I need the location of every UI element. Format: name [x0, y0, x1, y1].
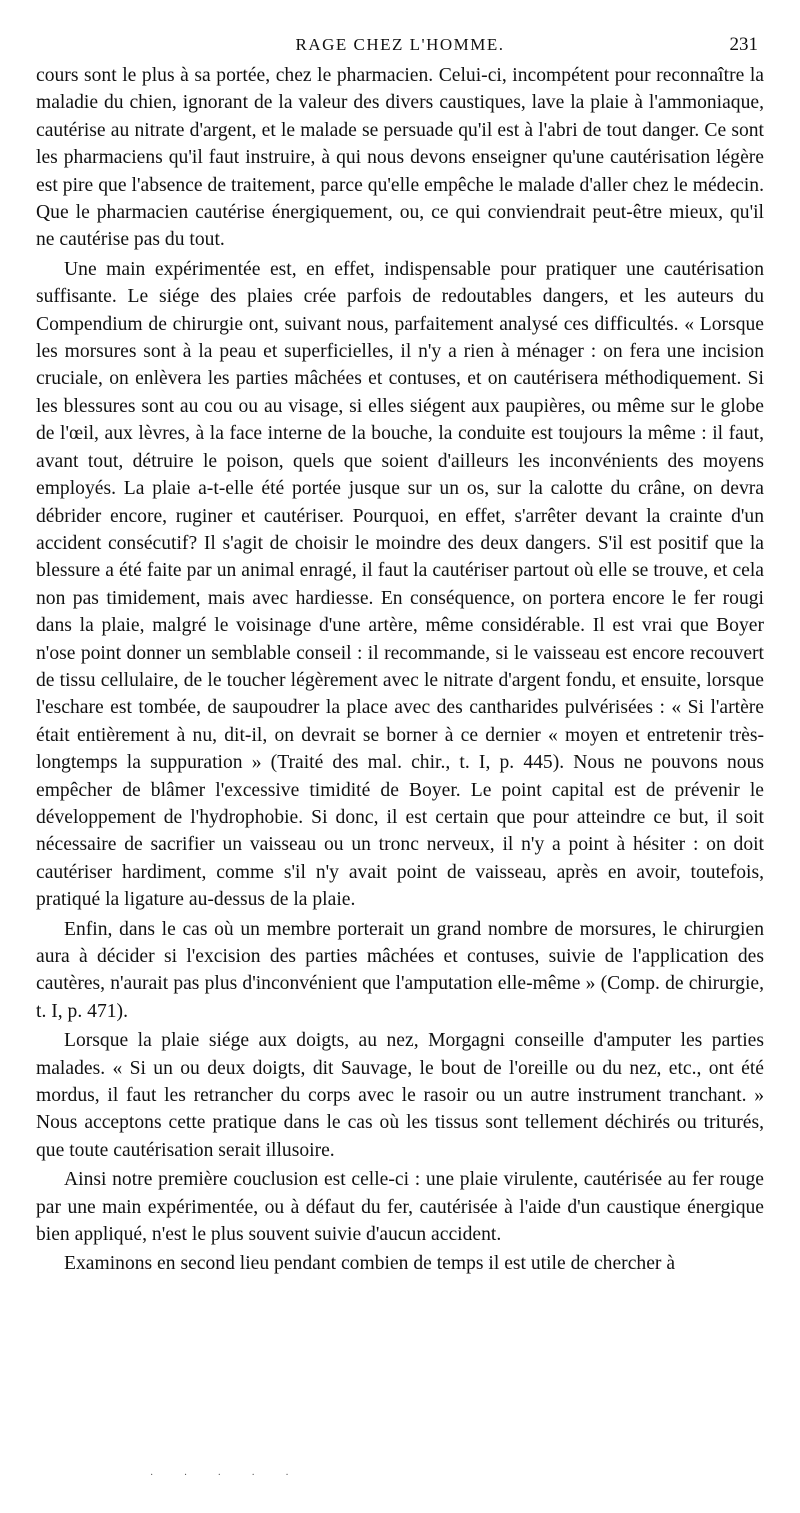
paragraph-continued: cours sont le plus à sa portée, chez le pharmacien. Celui-ci, incompétent pour reconnaître la maladie du chien, ignorant de la valeur des divers caustiques, lave la plaie à l'ammoniaque, cautérise au nitrate d'argent, et le malade se persuade qu'il est à l'abri de tout danger. Ce sont les pharmaciens qu'il faut instruire, à qui nous devons enseigner qu'une cautérisation légère est pire que l'absence de traitement, parce qu'elle empêche le malade d'aller chez le médecin. Que le pharmacien cautérise énergiquement, ou, ce qui conviendrait peut-être mieux, qu'il ne cautérise pas du tout.	[36, 65, 764, 251]
paragraph: Lorsque la plaie siége aux doigts, au nez, Morgagni conseille d'amputer les parties malades. « Si un ou deux doigts, dit Sauvage, le bout de l'oreille ou du nez, etc., ont été mordus, il faut les retrancher du corps avec le rasoir ou un autre instrument tranchant. » Nous acceptons cette pratique dans le cas où les tissus sont tellement déchirés ou triturés, que toute cautérisation serait illusoire.	[36, 1030, 764, 1161]
paragraph: Enfin, dans le cas où un membre porterait un grand nombre de morsures, le chirurgien aura à décider si l'excision des parties mâchées et contuses, suivie de l'application des cautères, n'aurait pas plus d'inconvénient que l'amputation elle-même » (Comp. de chirurgie, t. I, p. 471).	[36, 918, 764, 1022]
paragraph: Une main expérimentée est, en effet, indispensable pour pratiquer une cautérisation suffisante. Le siége des plaies crée parfois de redoutables dangers, et les auteurs du Compendium de chirurgie ont, suivant nous, parfaitement analysé ces difficultés. « Lorsque les morsures sont à la peau et superficielles, il n'y a rien à ménager : on fera une incision cruciale, on enlèvera les parties mâchées et contuses, et on cautérisera méthodiquement. Si les blessures sont au cou ou au visage, si elles siégent aux paupières, ou même sur le globe de l'œil, aux lèvres, à la face interne de la bouche, la conduite est toujours la même : il faut, avant tout, détruire le poison, quels que soient d'ailleurs les inconvénients des moyens employés. La plaie a-t-elle été portée jusque sur un os, sur la calotte du crâne, on devra débrider encore, ruginer et cautériser. Pourquoi, en effet, s'arrêter devant la crainte d'un accident consécutif? Il s'agit de choisir le moindre des deux dangers. S'il est positif que la blessure a été faite par un animal enragé, il faut la cautériser partout où elle se trouve, et cela non pas timidement, mais avec hardiesse. En conséquence, on portera encore le fer rougi dans la plaie, malgré le voisinage d'une artère, même considérable. Il est vrai que Boyer n'ose point donner un semblable conseil : il recommande, si le vaisseau est encore recouvert de tissu cellulaire, de le toucher légèrement avec le nitrate d'argent fondu, et ensuite, lorsque l'eschare est tombée, de saupoudrer la place avec des cantharides pulvérisées : « Si l'artère était entièrement à nu, dit-il, on devrait se borner à ce dernier « moyen et entretenir très-longtemps la suppuration » (Traité des mal. chir., t. I, p. 445). Nous ne pouvons nous empêcher de blâmer l'excessive timidité de Boyer. Le point capital est de prévenir le développement de l'hydrophobie. Si donc, il est certain que pour atteindre ce but, il soit nécessaire de sacrifier un vaisseau ou un tronc nerveux, il n'y a point à hésiter : on doit cautériser hardiment, comme s'il n'y avait point de vaisseau, après en avoir, toutefois, pratiqué la ligature au-dessus de la plaie.	[36, 258, 764, 911]
scan-specks: · · · · ·	[150, 1470, 303, 1481]
paragraph: Examinons en second lieu pendant combien de temps il est utile de chercher à	[64, 1253, 676, 1275]
page-number: 231	[729, 34, 758, 55]
running-head	[36, 28, 764, 62]
paragraph: Ainsi notre première couclusion est celle-ci : une plaie virulente, cautérisée au fer rouge par une main expérimentée, ou à défaut du fer, cautérisée à l'aide d'un caustique énergique bien appliqué, n'est le plus souvent suivie d'aucun accident.	[36, 1169, 764, 1246]
running-title: RAGE CHEZ L'HOMME.	[295, 35, 505, 54]
body-text	[36, 62, 764, 1278]
